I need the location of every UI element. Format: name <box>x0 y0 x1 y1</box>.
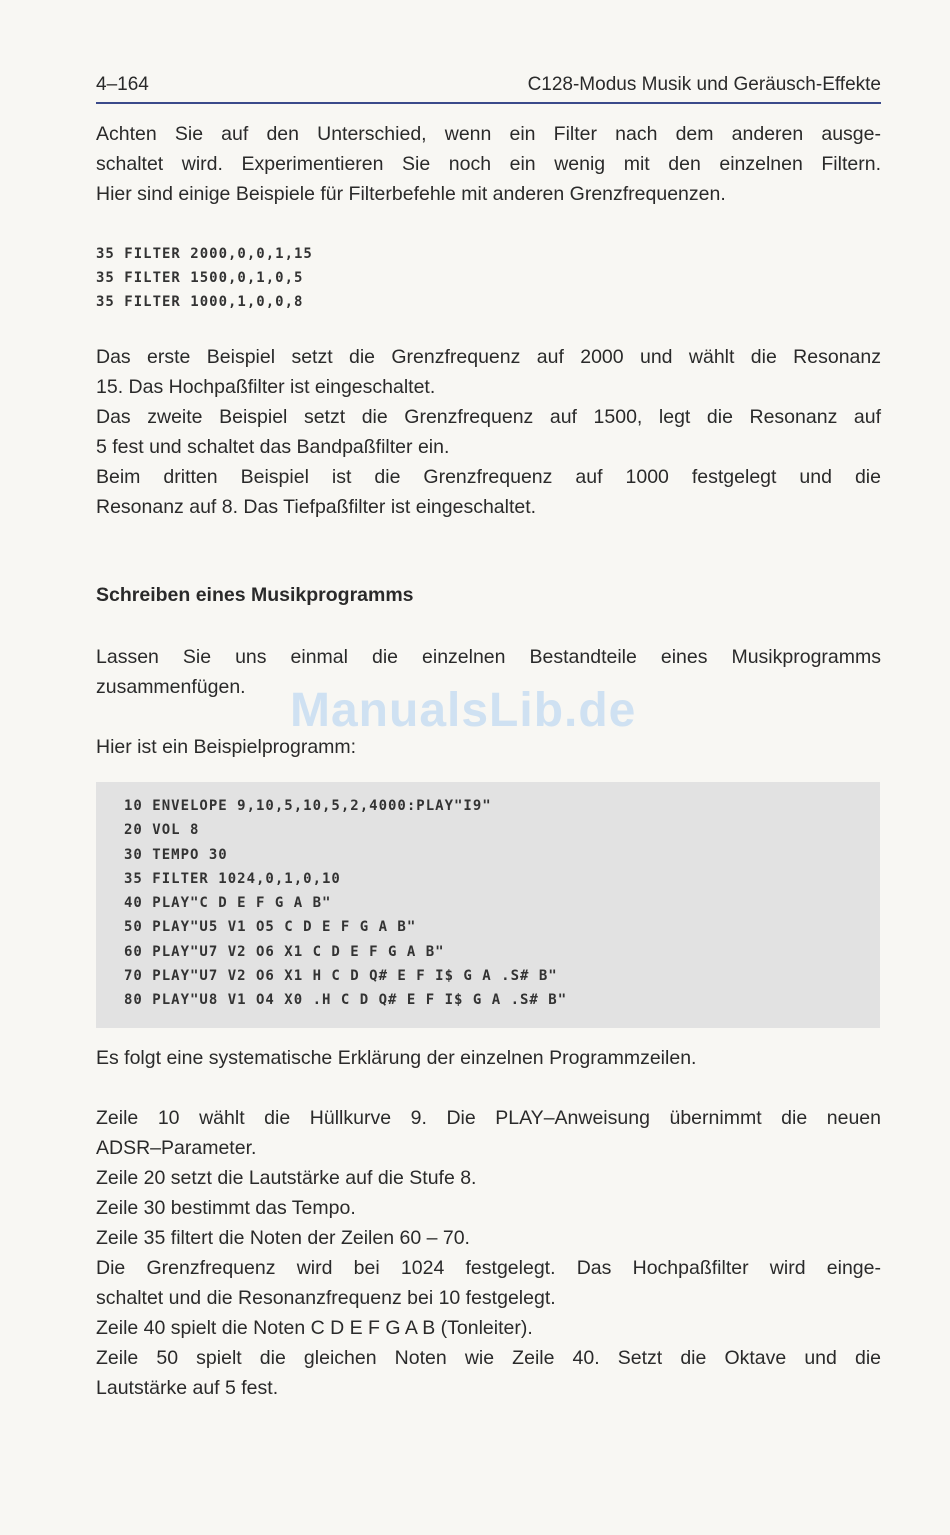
text-line: Lautstärke auf 5 fest. <box>96 1377 279 1399</box>
program-listing <box>124 794 567 1013</box>
code-line: 60 PLAY"U7 V2 O6 X1 C D E F G A B" <box>124 943 445 960</box>
text-line: 5 fest und schaltet das Bandpaßfilter ein. <box>96 436 450 458</box>
text-line: Hier ist ein Beispielprogramm: <box>96 736 357 758</box>
code-line: 10 ENVELOPE 9,10,5,10,5,2,4000:PLAY"I9" <box>124 798 492 814</box>
code-line: 50 PLAY"U5 V1 O5 C D E F G A B" <box>124 919 417 936</box>
text-line: Beim dritten Beispiel ist die Grenzfrequenz auf 1000 festgelegt und die <box>96 466 881 488</box>
code-line: 35 FILTER 2000,0,0,1,15 <box>96 246 313 262</box>
watermark: ManualsLib.de <box>290 684 637 737</box>
code-line: 35 FILTER 1500,0,1,0,5 <box>96 270 304 286</box>
code-line: 35 FILTER 1000,1,0,0,8 <box>96 294 304 310</box>
text-line: schaltet und die Resonanzfrequenz bei 10 festgelegt. <box>96 1287 556 1309</box>
section-heading: Schreiben eines Musikprogramms <box>96 584 414 606</box>
text-line: Zeile 30 bestimmt das Tempo. <box>96 1197 356 1219</box>
intro-paragraph <box>96 119 881 209</box>
code-line: 70 PLAY"U7 V2 O6 X1 H C D Q# E F I$ G A .S# B" <box>124 968 558 985</box>
running-head: C128-Modus Musik und Geräusch-Effekte <box>527 74 881 95</box>
text-line: Lassen Sie uns einmal die einzelnen Bestandteile eines Musikprogramms <box>96 646 881 668</box>
code-line: 30 TEMPO 30 <box>124 846 228 863</box>
text-line: Zeile 40 spielt die Noten C D E F G A B (Tonleiter). <box>96 1317 533 1339</box>
text-line: Das zweite Beispiel setzt die Grenzfrequenz auf 1500, legt die Resonanz auf <box>96 406 881 428</box>
code-line: 35 FILTER 1024,0,1,0,10 <box>124 870 341 887</box>
code-line: 20 VOL 8 <box>124 822 200 839</box>
program-listing-box <box>96 782 880 1028</box>
filter-examples-code <box>96 242 313 314</box>
program-followup <box>96 1043 881 1073</box>
example-label <box>96 732 881 762</box>
code-line: 40 PLAY"C D E F G A B" <box>124 895 332 912</box>
explanation-paragraph <box>96 342 881 522</box>
text-line: 15. Das Hochpaßfilter ist eingeschaltet. <box>96 376 436 398</box>
page-number: 4–164 <box>96 74 149 95</box>
page-header <box>96 72 881 104</box>
text-line: Resonanz auf 8. Das Tiefpaßfilter ist eingeschaltet. <box>96 496 537 518</box>
text-line: Es folgt eine systematische Erklärung der einzelnen Programmzeilen. <box>96 1047 697 1069</box>
text-line: zusammenfügen. <box>96 676 246 698</box>
text-line: ADSR–Parameter. <box>96 1137 257 1159</box>
text-line: Das erste Beispiel setzt die Grenzfrequenz auf 2000 und wählt die Resonanz <box>96 346 881 368</box>
line-explanations <box>96 1103 881 1403</box>
text-line: Hier sind einige Beispiele für Filterbefehle mit anderen Grenzfrequenzen. <box>96 183 726 205</box>
text-line: Achten Sie auf den Unterschied, wenn ein Filter nach dem anderen ausge- <box>96 123 881 145</box>
code-line: 80 PLAY"U8 V1 O4 X0 .H C D Q# E F I$ G A .S# B" <box>124 992 568 1009</box>
text-line: Die Grenzfrequenz wird bei 1024 festgelegt. Das Hochpaßfilter wird einge- <box>96 1257 881 1279</box>
text-line: Zeile 35 filtert die Noten der Zeilen 60 – 70. <box>96 1227 470 1249</box>
text-line: Zeile 50 spielt die gleichen Noten wie Zeile 40. Setzt die Oktave und die <box>96 1347 881 1369</box>
text-line: Zeile 10 wählt die Hüllkurve 9. Die PLAY–Anweisung übernimmt die neuen <box>96 1107 881 1129</box>
text-line: schaltet wird. Experimentieren Sie noch ein wenig mit den einzelnen Filtern. <box>96 153 881 175</box>
text-line: Zeile 20 setzt die Lautstärke auf die Stufe 8. <box>96 1167 477 1189</box>
